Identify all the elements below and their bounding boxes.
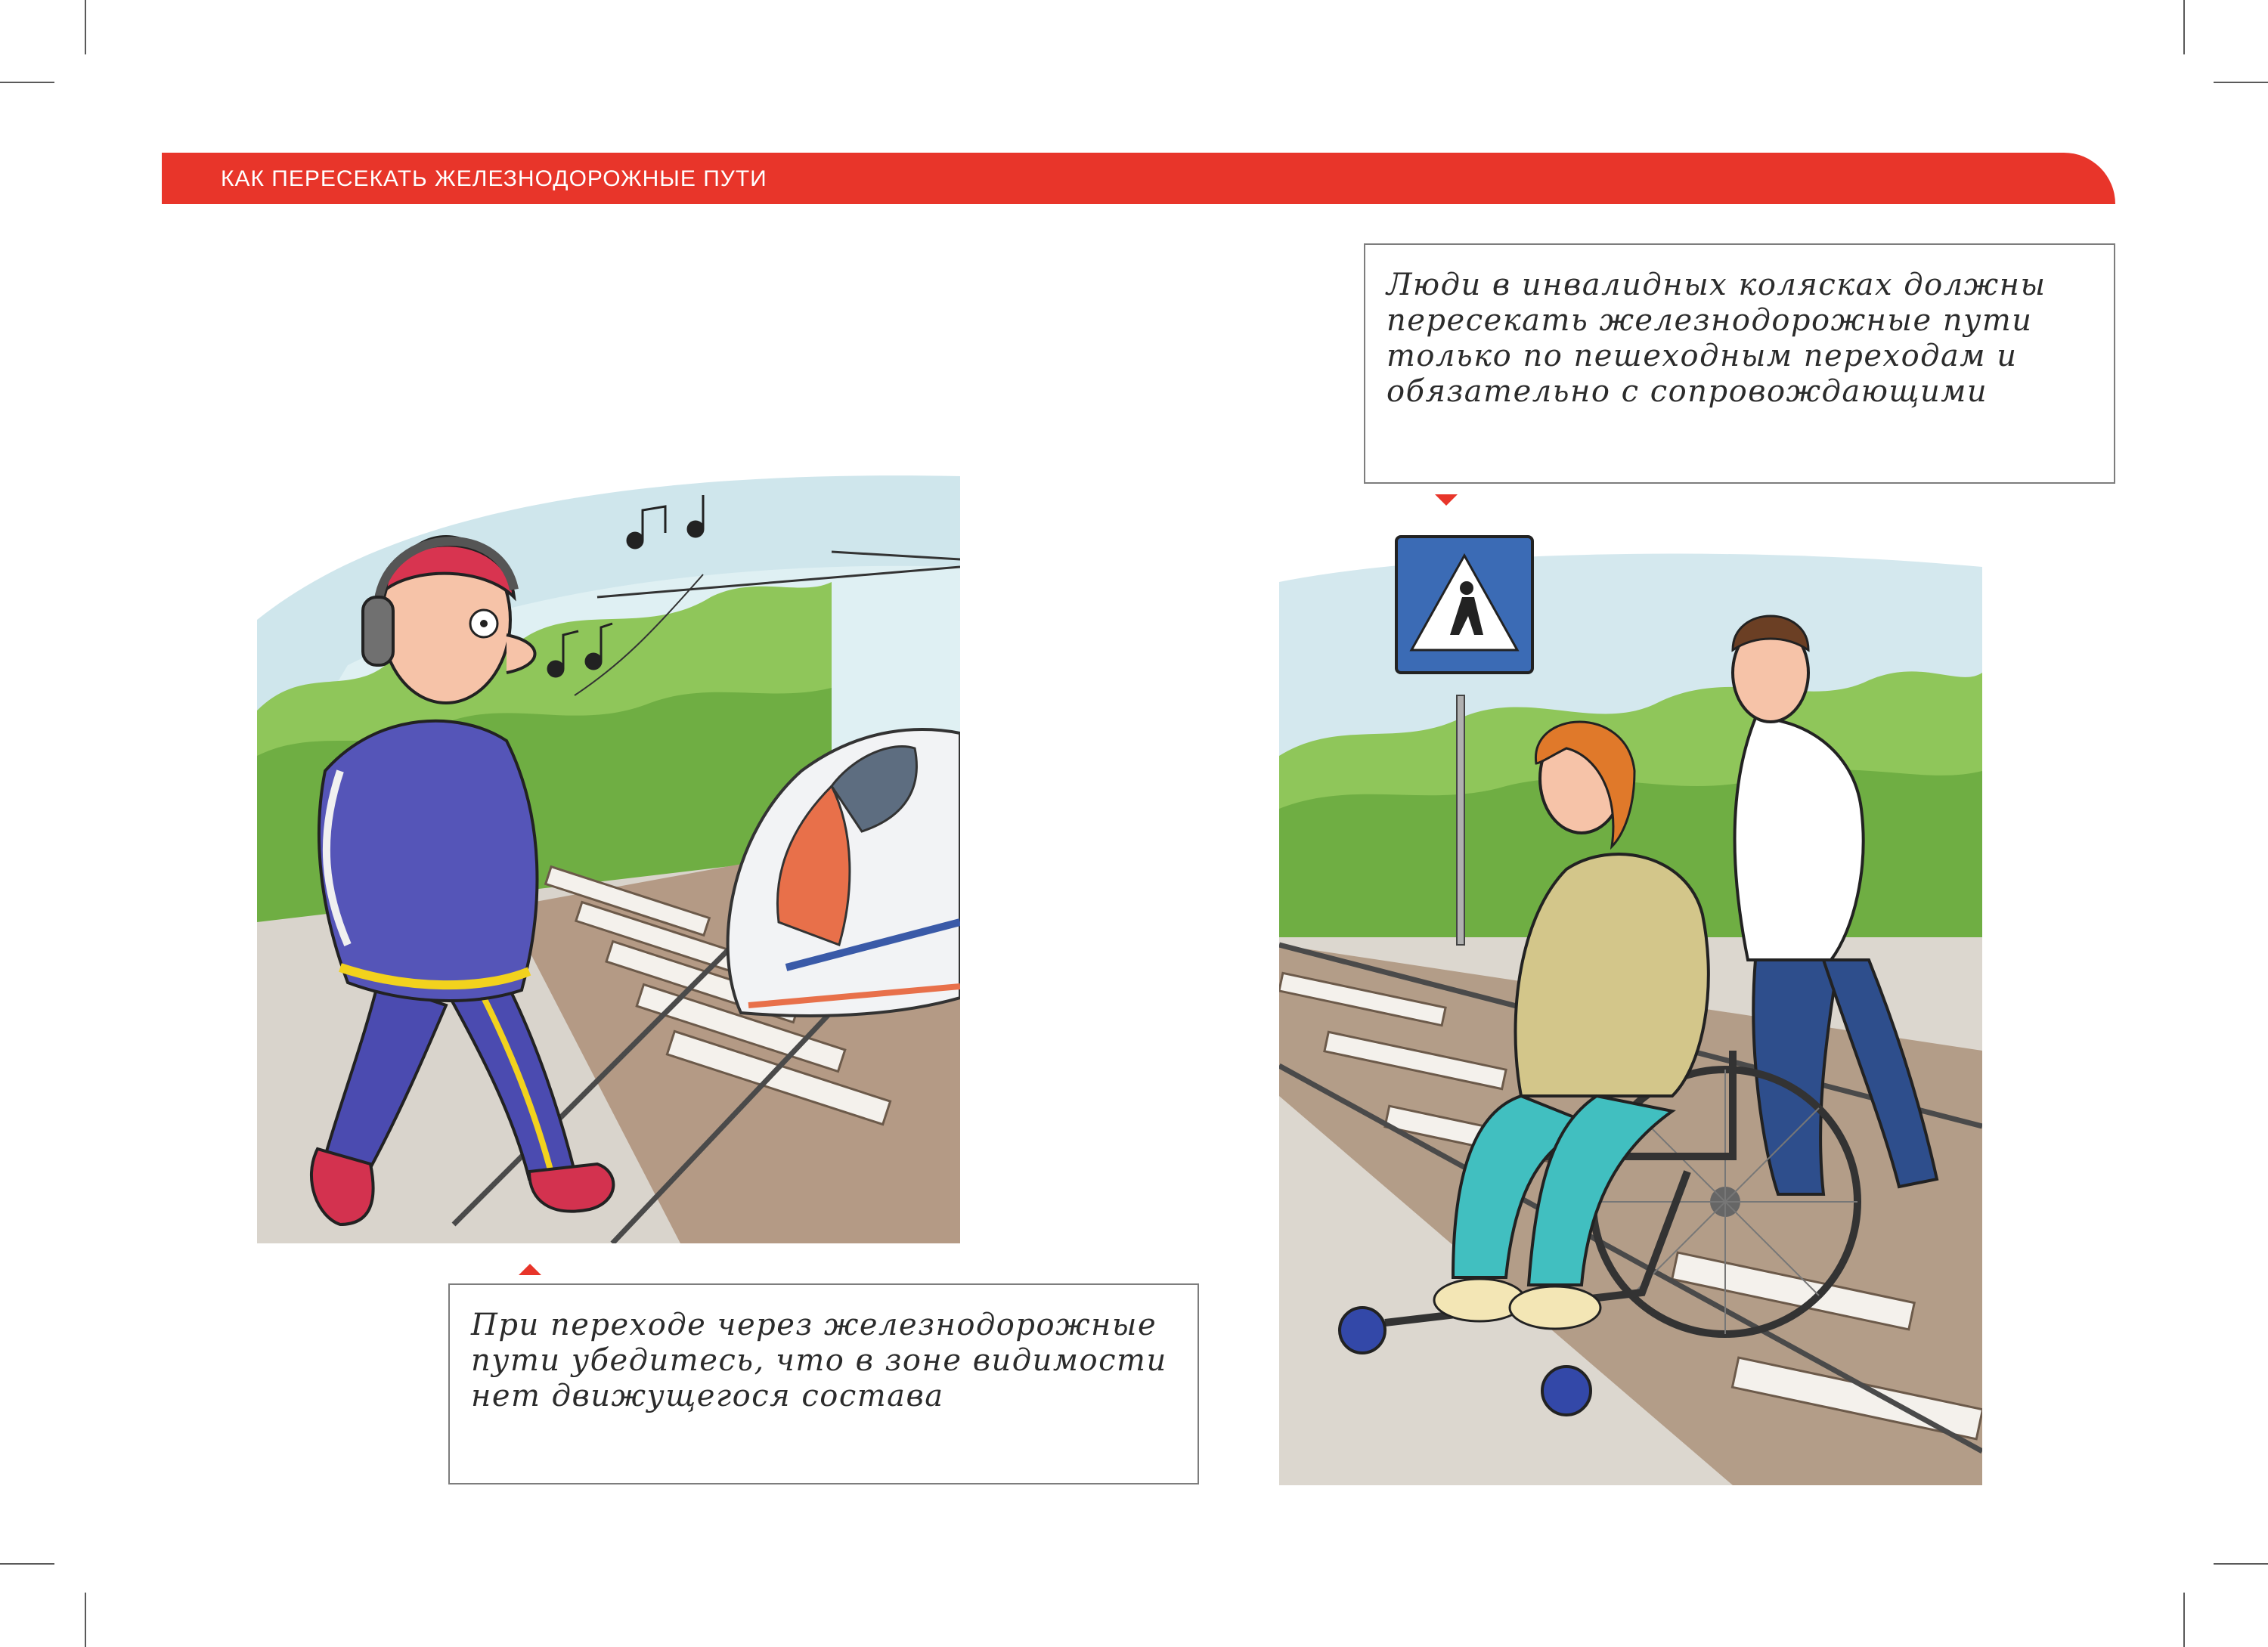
caption-text-pedestrian: При переходе через железнодорожные пути убедитесь, что в зоне видимости нет движущегося состава: [471, 1308, 1167, 1413]
pedestrian-illustration-svg: [257, 242, 960, 1243]
caption-box-wheelchair: [1364, 243, 2115, 484]
caption-pointer-down: [1435, 494, 1458, 506]
crop-mark: [0, 1563, 54, 1565]
wheelchair-illustration-svg: [1279, 522, 1982, 1485]
pedestrian-with-headphones-illustration: [257, 242, 960, 1243]
crop-mark: [2183, 0, 2185, 54]
section-title: КАК ПЕРЕСЕКАТЬ ЖЕЛЕЗНОДОРОЖНЫЕ ПУТИ: [221, 166, 767, 191]
crop-mark: [2214, 1563, 2268, 1565]
caption-text-wheelchair: Люди в инвалидных колясках должны пересекать железнодорожные пути только по пешеходным переходам и обязательно с сопровождающими: [1387, 268, 2046, 409]
crop-mark: [2183, 1593, 2185, 1647]
crop-mark: [85, 1593, 86, 1647]
section-header: [162, 153, 2115, 204]
crop-mark: [85, 0, 86, 54]
crop-mark: [0, 82, 54, 83]
caption-box-pedestrian: [448, 1283, 1199, 1484]
crop-mark: [2214, 82, 2268, 83]
wheelchair-crossing-illustration: [1279, 522, 1982, 1485]
caption-pointer-up: [519, 1264, 541, 1275]
